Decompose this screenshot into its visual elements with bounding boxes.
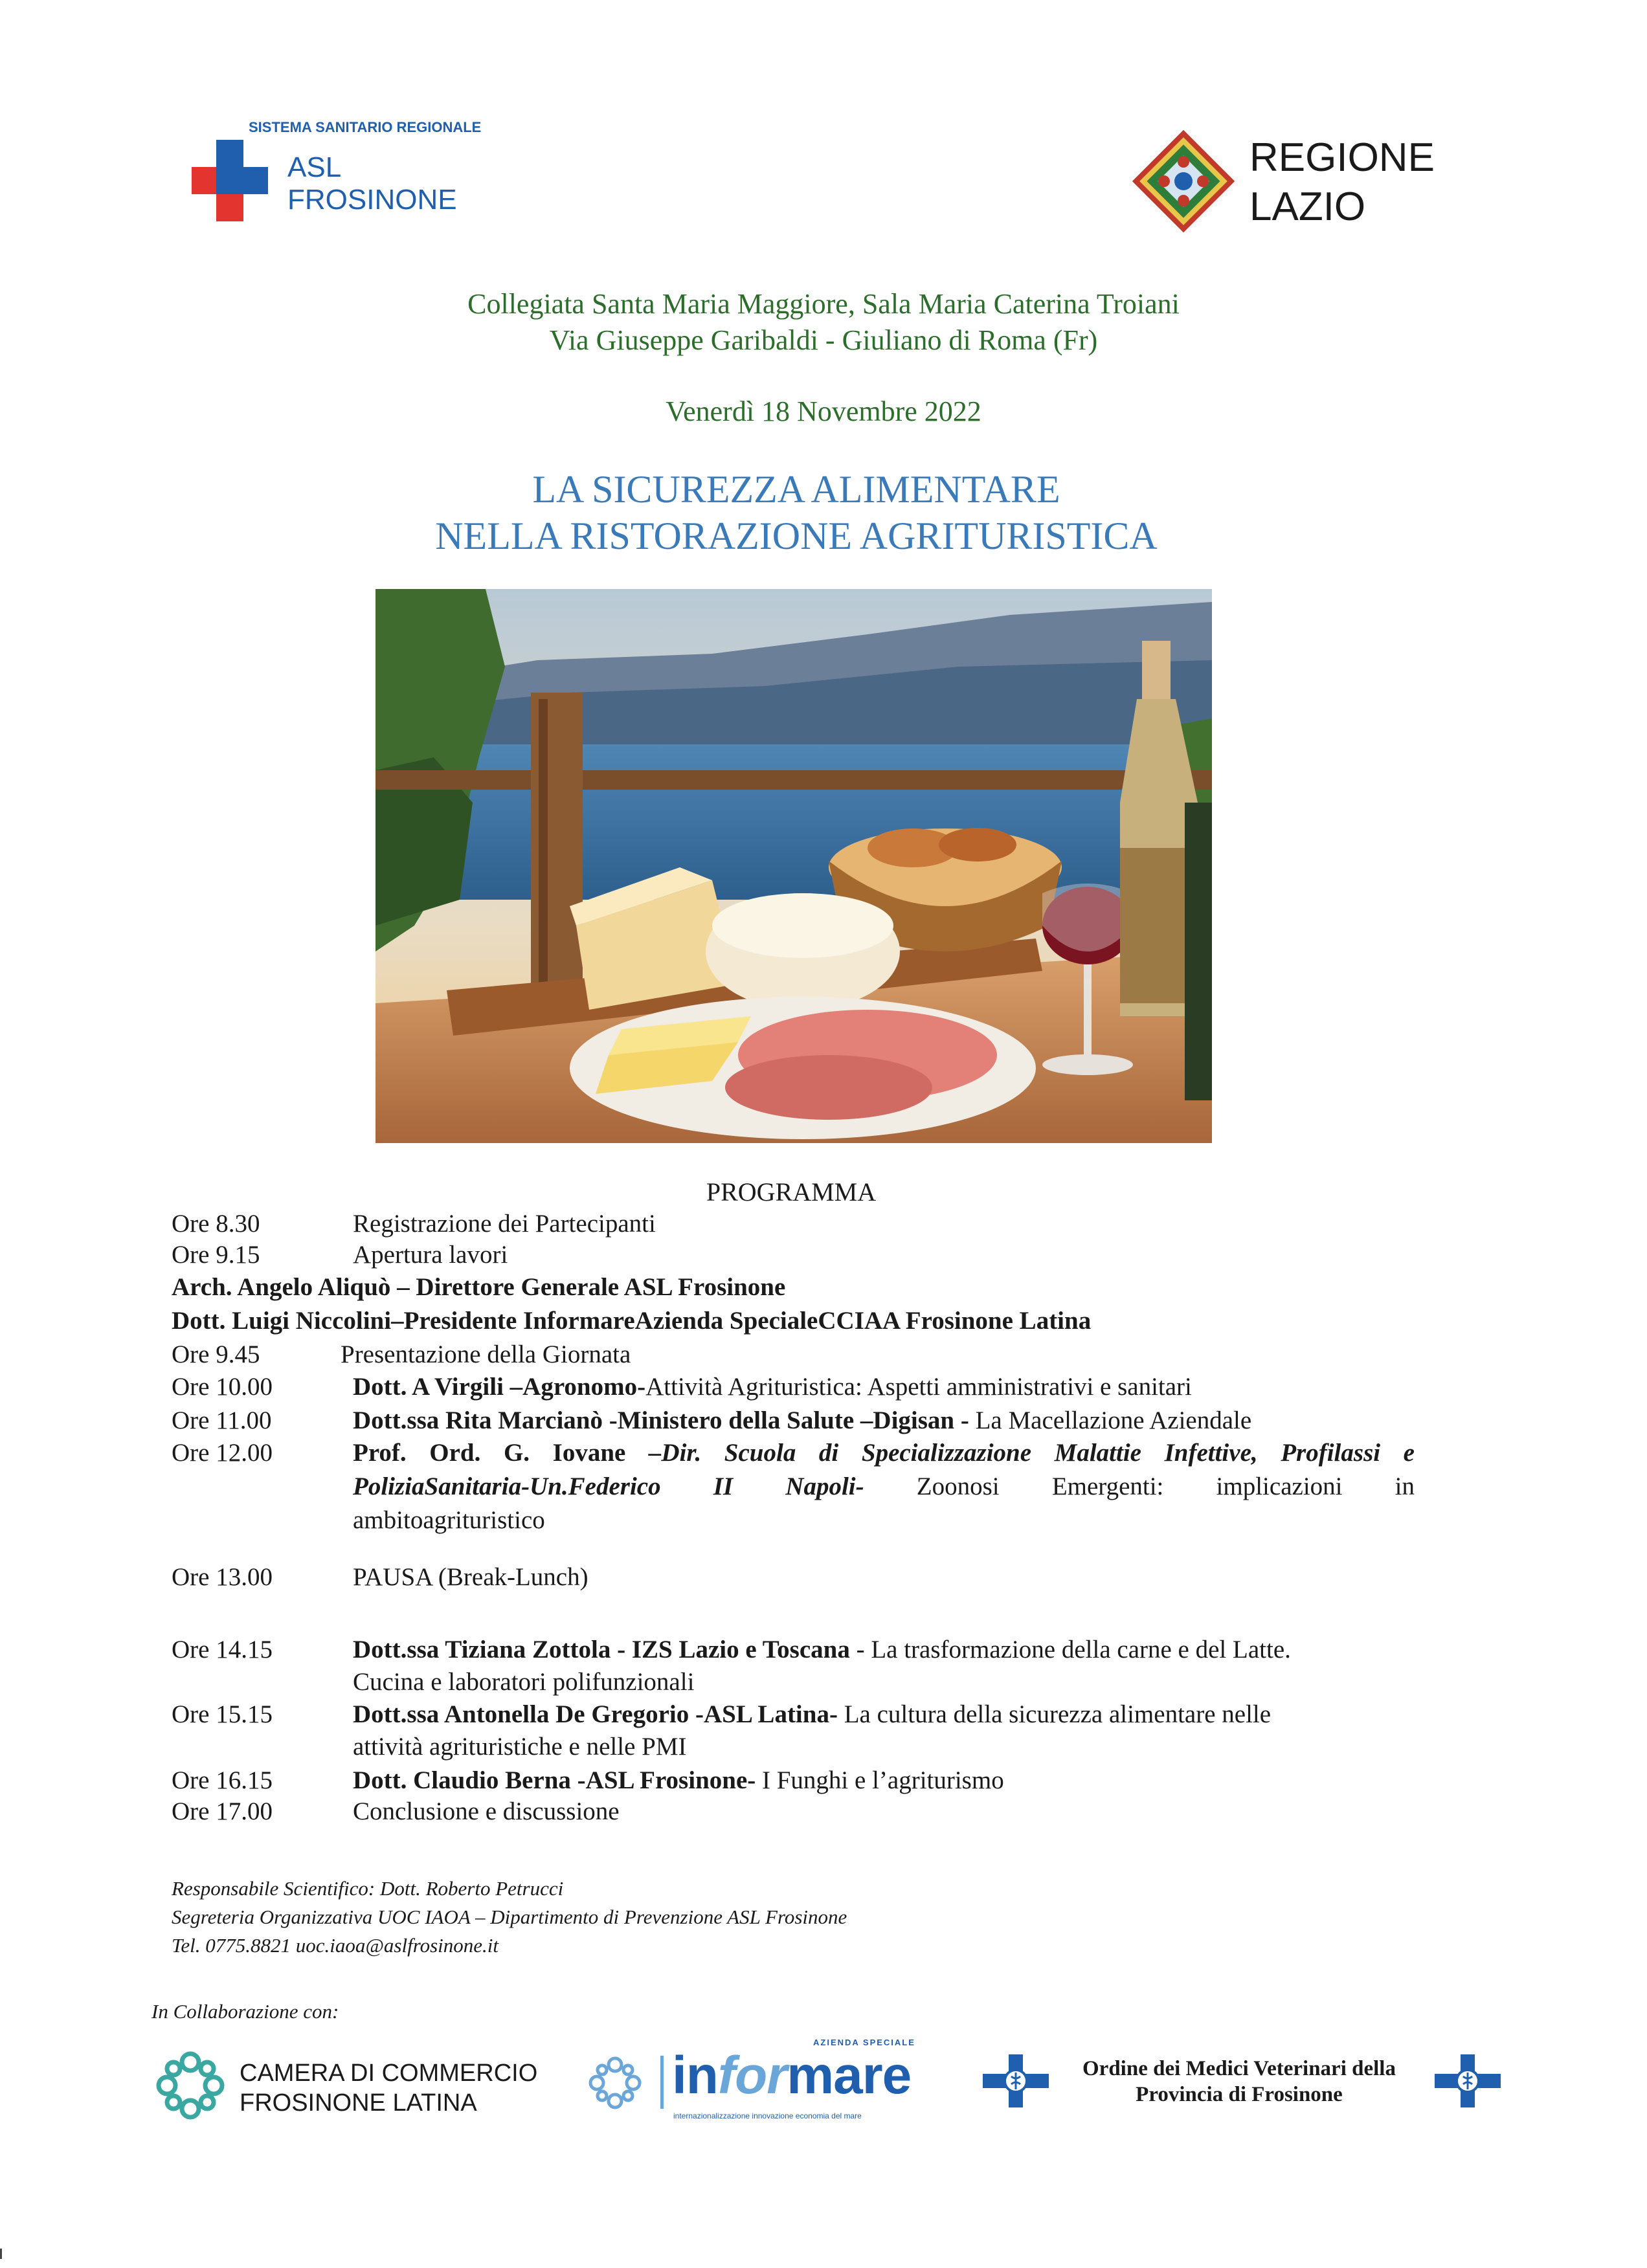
speaker-name: Dott. A Virgili –Agronomo- xyxy=(353,1373,646,1401)
programme-description: Presentazione della Giornata xyxy=(341,1340,631,1368)
programme-description xyxy=(353,1764,1415,1797)
veterinary-order-emblem-icon xyxy=(983,2054,1049,2107)
programme-description-line xyxy=(353,1698,1415,1731)
informare-knot-icon xyxy=(588,2056,642,2110)
agritourism-food-photo xyxy=(375,589,1212,1143)
ccc-line1: CAMERA DI COMMERCIO xyxy=(240,2060,538,2087)
programme-speaker-line: Arch. Angelo Aliquò – Direttore Generale ASL Frosinone xyxy=(172,1273,786,1301)
informare-divider xyxy=(660,2056,664,2109)
programme-description-line: ambitoagrituristico xyxy=(353,1506,545,1534)
programme-description: PAUSA (Break-Lunch) xyxy=(353,1563,588,1591)
vet-line1: Ordine dei Medici Veterinari della xyxy=(1082,2057,1396,2080)
regione-lazio-logo-text xyxy=(1249,133,1435,232)
lazio-logo-line1: REGIONE xyxy=(1249,135,1435,180)
venue-line1: Collegiata Santa Maria Maggiore, Sala Maria Caterina Troiani xyxy=(467,288,1180,320)
contact-line: Tel. 0775.8821 uoc.iaoa@aslfrosinone.it xyxy=(172,1934,499,1957)
veterinary-order-logo-text xyxy=(1058,2056,1420,2107)
speaker-name: Dott.ssa Antonella De Gregorio -ASL Latina- xyxy=(353,1700,838,1728)
programme-speaker-line: Dott. Luigi Niccolini–Presidente InformareAzienda SpecialeCCIAA Frosinone Latina xyxy=(172,1307,1092,1335)
venue-line2: Via Giuseppe Garibaldi - Giuliano di Roma (Fr) xyxy=(549,324,1098,356)
programme-time: Ore 11.00 xyxy=(172,1406,272,1434)
programme-description-line xyxy=(353,1634,1415,1666)
programme-time: Ore 15.15 xyxy=(172,1700,273,1728)
informare-word-c: mare xyxy=(787,2046,912,2105)
talk-title: Zoonosi Emergenti: implicazioni in xyxy=(864,1473,1415,1500)
programme-time: Ore 9.15 xyxy=(172,1241,260,1269)
talk-title: - La trasformazione della carne e del Latte. xyxy=(849,1636,1291,1663)
organizer-info xyxy=(172,1874,847,1960)
talk-title: I Funghi e l’agriturismo xyxy=(756,1766,1004,1794)
asl-logo-line1: ASL xyxy=(287,151,342,183)
camera-commercio-knot-icon xyxy=(154,2049,227,2122)
scan-artifact xyxy=(0,2249,2,2259)
speaker-name: Prof. Ord. G. Iovane xyxy=(353,1439,626,1467)
programme-description: Conclusione e discussione xyxy=(353,1797,620,1825)
asl-system-label: SISTEMA SANITARIO REGIONALE xyxy=(249,119,482,135)
informare-wordmark xyxy=(672,2045,911,2106)
speaker-affiliation: –Dir. Scuola di Specializzazione Malattie Infettive, Profilassi e xyxy=(625,1439,1415,1467)
programme-description xyxy=(353,1405,1415,1437)
asl-logo-line2: FROSINONE xyxy=(287,184,457,216)
veterinary-order-emblem-icon xyxy=(1435,2054,1501,2107)
title-line1: LA SICUREZZA ALIMENTARE xyxy=(532,468,1060,511)
programme-description: Registrazione dei Partecipanti xyxy=(353,1210,656,1238)
event-title xyxy=(0,466,1593,559)
talk-title: Attività Agrituristica: Aspetti amministrativi e sanitari xyxy=(645,1373,1192,1401)
title-line2: NELLA RISTORAZIONE AGRITURISTICA xyxy=(435,515,1158,557)
programme-time: Ore 14.15 xyxy=(172,1636,273,1663)
programme-description-line xyxy=(353,1437,1415,1469)
speaker-name: Dott.ssa Tiziana Zottola - IZS Lazio e Toscana xyxy=(353,1636,850,1663)
speaker-affiliation: PoliziaSanitaria-Un.Federico II Napoli- xyxy=(353,1473,864,1500)
informare-word-a: in xyxy=(672,2046,718,2105)
programme-description-line: attività agrituristiche e nelle PMI xyxy=(353,1733,687,1761)
talk-title: La cultura della sicurezza alimentare nelle xyxy=(837,1700,1272,1728)
lazio-logo-line2: LAZIO xyxy=(1249,184,1366,229)
event-date: Venerdì 18 Novembre 2022 xyxy=(666,395,981,427)
programme-description-line xyxy=(353,1471,1415,1503)
programme-description-line: Cucina e laboratori polifunzionali xyxy=(353,1668,695,1696)
programme-time: Ore 16.15 xyxy=(172,1766,273,1794)
informare-caption-bottom: internazionalizzazione innovazione economia del mare xyxy=(673,2111,862,2120)
asl-logo-text xyxy=(287,151,457,216)
programme-time: Ore 12.00 xyxy=(172,1439,273,1467)
vet-line2: Provincia di Frosinone xyxy=(1136,2083,1343,2106)
scientific-manager: Responsabile Scientifico: Dott. Roberto Petrucci xyxy=(172,1877,564,1900)
collaboration-label: In Collaborazione con: xyxy=(151,2000,339,2023)
talk-title: La Macellazione Aziendale xyxy=(969,1406,1252,1434)
speaker-name: Dott. Claudio Berna -ASL Frosinone- xyxy=(353,1766,756,1794)
asl-cross-icon xyxy=(192,140,268,221)
programme-description xyxy=(353,1371,1415,1403)
informare-word-b: for xyxy=(717,2046,787,2105)
programme-time: Ore 9.45 xyxy=(172,1340,260,1368)
programme-description: Apertura lavori xyxy=(353,1241,508,1269)
venue xyxy=(0,286,1647,359)
camera-commercio-logo-text xyxy=(240,2058,537,2118)
programme-time: Ore 8.30 xyxy=(172,1210,260,1238)
organizing-secretariat: Segreteria Organizzativa UOC IAOA – Dipartimento di Prevenzione ASL Frosinone xyxy=(172,1906,847,1928)
informare-caption-top: AZIENDA SPECIALE xyxy=(813,2038,915,2047)
programme-time: Ore 17.00 xyxy=(172,1797,273,1825)
speaker-name: Dott.ssa Rita Marcianò -Ministero della Salute –Digisan - xyxy=(353,1406,969,1434)
regione-lazio-emblem-icon xyxy=(1132,129,1235,233)
programme-heading: PROGRAMMA xyxy=(706,1177,877,1206)
ccc-line2: FROSINONE LATINA xyxy=(240,2089,477,2117)
programme-time: Ore 10.00 xyxy=(172,1373,273,1401)
programme-time: Ore 13.00 xyxy=(172,1563,273,1591)
